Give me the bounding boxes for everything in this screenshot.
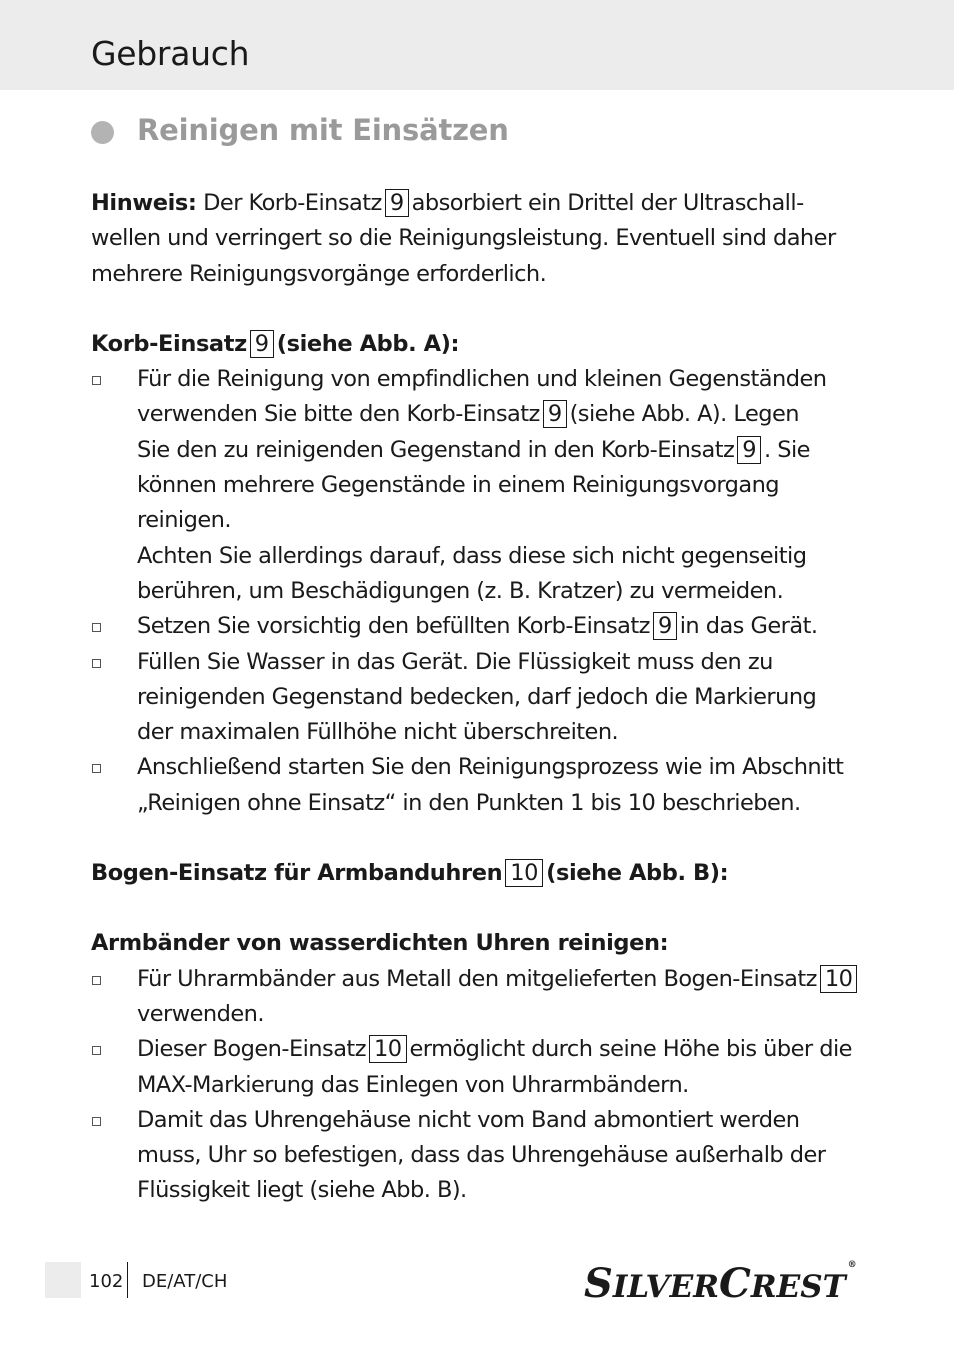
armbaender-heading: Armbänder von wasserdichten Uhren reinigen: — [91, 930, 669, 957]
content — [91, 186, 866, 1209]
bogen-heading — [91, 856, 866, 891]
item-text: „Reinigen ohne Einsatz“ in den Punkten 1 bis 10 beschrieben. — [137, 789, 801, 816]
item-text: Anschließend starten Sie den Reinigungsprozess wie im Abschnitt — [137, 754, 844, 781]
ref-box: 9 — [543, 400, 567, 428]
item-text: Achten Sie allerdings darauf, dass diese sich nicht gegenseitig — [137, 542, 807, 569]
korb-heading — [91, 327, 866, 362]
spacer — [91, 891, 866, 926]
list-item — [91, 362, 866, 609]
list-item — [91, 750, 866, 821]
item-text: Flüssigkeit liegt (siehe Abb. B). — [137, 1177, 467, 1204]
ref-box: 9 — [250, 330, 274, 358]
item-text: Für Uhrarmbänder aus Metall den mitgelieferten Bogen-Einsatz — [137, 965, 817, 992]
ref-box: 10 — [369, 1035, 407, 1063]
square-bullet-icon — [92, 1117, 101, 1126]
square-bullet-icon — [92, 976, 101, 985]
note-label: Hinweis: — [91, 190, 197, 216]
item-text: berühren, um Beschädigungen (z. B. Kratzer) zu vermeiden. — [137, 577, 784, 604]
spacer — [91, 292, 866, 327]
item-text: . Sie — [764, 436, 810, 463]
note-text: mehrere Reinigungsvorgänge erforderlich. — [91, 260, 547, 287]
item-text: muss, Uhr so befestigen, dass das Uhrengehäuse außerhalb der — [137, 1142, 826, 1169]
heading-text: (siehe Abb. A): — [276, 330, 460, 357]
item-text: verwenden Sie bitte den Korb-Einsatz — [137, 401, 540, 428]
logo-letter: C — [718, 1260, 751, 1307]
item-text: reinigenden Gegenstand bedecken, darf jedoch die Markierung — [137, 683, 817, 710]
ref-box: 9 — [385, 189, 409, 217]
page-number: 102 — [89, 1271, 124, 1292]
square-bullet-icon — [92, 659, 101, 668]
registered-mark: ® — [847, 1260, 857, 1270]
section-bullet-icon — [91, 121, 114, 144]
item-text: in das Gerät. — [679, 613, 818, 640]
armbaender-list — [91, 962, 866, 1209]
note-text: absorbiert ein Drittel der Ultraschall- — [411, 190, 804, 216]
item-text: der maximalen Füllhöhe nicht überschreiten. — [137, 719, 619, 746]
logo-letters: ILVER — [612, 1269, 719, 1305]
spacer — [91, 821, 866, 856]
footer-tab — [45, 1262, 81, 1298]
square-bullet-icon — [92, 623, 101, 632]
list-item — [91, 962, 866, 1033]
heading-text: (siehe Abb. B): — [546, 860, 729, 887]
item-text: (siehe Abb. A). Legen — [569, 401, 799, 428]
list-item — [91, 645, 866, 751]
korb-list — [91, 362, 866, 821]
ref-box: 9 — [737, 436, 761, 464]
silvercrest-logo — [584, 1260, 857, 1307]
item-text: Setzen Sie vorsichtig den befüllten Korb-Einsatz — [137, 613, 650, 640]
item-text: Füllen Sie Wasser in das Gerät. Die Flüssigkeit muss den zu — [137, 648, 773, 675]
page-title: Gebrauch — [91, 34, 250, 73]
logo-letters: REST — [750, 1269, 846, 1305]
ref-box: 9 — [653, 612, 677, 640]
square-bullet-icon — [92, 764, 101, 773]
item-text: Sie den zu reinigenden Gegenstand in den Korb-Einsatz — [137, 436, 735, 463]
list-item — [91, 1032, 866, 1103]
ref-box: 10 — [820, 965, 858, 993]
item-text: verwenden. — [137, 1000, 264, 1027]
item-text: MAX-Markierung das Einlegen von Uhrarmbändern. — [137, 1071, 689, 1098]
list-item — [91, 1103, 866, 1209]
list-item — [91, 609, 866, 644]
note-paragraph — [91, 186, 866, 292]
footer-divider — [127, 1262, 128, 1298]
note-text: Der Korb-Einsatz — [203, 190, 382, 216]
item-text: ermöglicht durch seine Höhe bis über die — [409, 1036, 852, 1063]
item-text: können mehrere Gegenstände in einem Reinigungsvorgang reinigen. — [137, 472, 780, 534]
ref-box: 10 — [505, 859, 543, 887]
item-text: Für die Reinigung von empfindlichen und kleinen Gegenständen — [137, 366, 827, 393]
item-text: Damit das Uhrengehäuse nicht vom Band abmontiert werden — [137, 1106, 800, 1133]
item-text: Dieser Bogen-Einsatz — [137, 1036, 366, 1063]
heading-text: Bogen-Einsatz für Armbanduhren — [91, 860, 503, 887]
section-title: Reinigen mit Einsätzen — [137, 113, 509, 147]
logo-letter: S — [584, 1260, 613, 1307]
square-bullet-icon — [92, 376, 101, 385]
heading-text: Korb-Einsatz — [91, 330, 247, 357]
square-bullet-icon — [92, 1046, 101, 1055]
language-code: DE/AT/CH — [142, 1271, 228, 1292]
note-text: wellen und verringert so die Reinigungsleistung. Eventuell sind daher — [91, 225, 836, 252]
